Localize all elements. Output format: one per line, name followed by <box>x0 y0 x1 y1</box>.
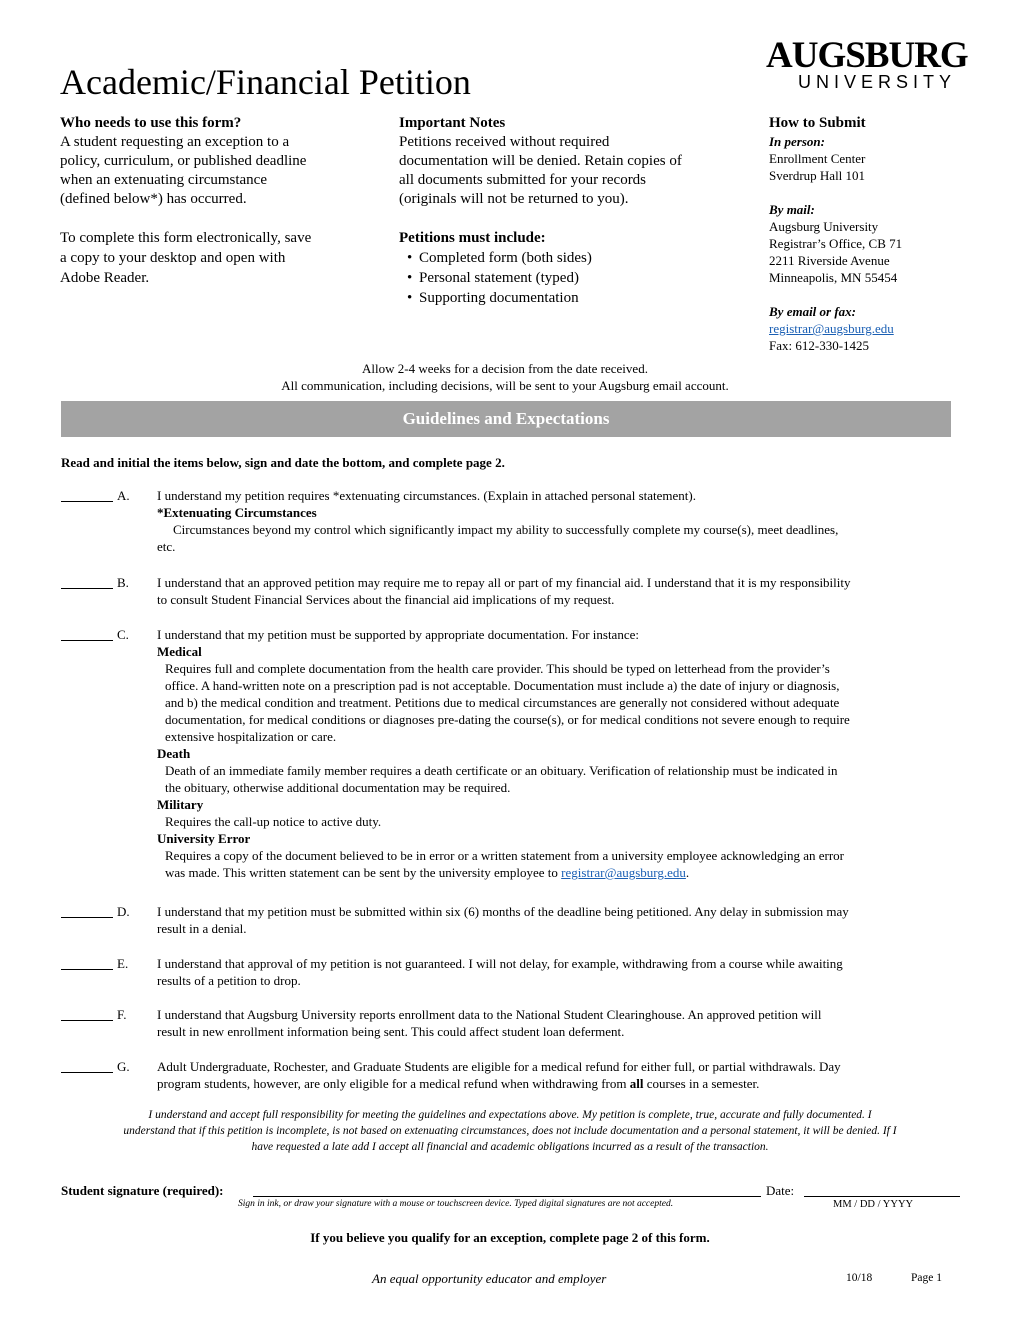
sub-text: Requires full and complete documentation from the health care provider. This should be typed on letterhead from the provider’s <box>165 661 830 676</box>
fax-number: Fax: 612-330-1425 <box>769 338 870 353</box>
sub-heading: Military <box>157 797 204 812</box>
page2-note: If you believe you qualify for an exception, complete page 2 of this form. <box>310 1230 710 1245</box>
include-heading: Petitions must include: <box>399 230 546 246</box>
date-format-hint: MM / DD / YYYY <box>833 1199 914 1210</box>
section-banner: Guidelines and Expectations <box>61 401 951 437</box>
sub-text-part: was made. This written statement can be sent by the university employee to <box>165 865 558 880</box>
submit-heading: How to Submit <box>769 115 866 131</box>
logo-subtitle: UNIVERSITY <box>797 72 956 92</box>
initial-field-a[interactable] <box>61 487 113 502</box>
notes-line: all documents submitted for your records <box>399 172 647 188</box>
in-person-label: In person: <box>769 134 825 149</box>
notes-heading: Important Notes <box>399 115 506 131</box>
item-text <box>157 1075 957 1092</box>
notes-section <box>399 114 739 308</box>
notes-line: (originals will not be returned to you). <box>399 191 629 207</box>
instruction-text: Read and initial the items below, sign and date the bottom, and complete page 2. <box>61 455 505 470</box>
acknowledgement-line: have requested a late add I accept all financial and academic obligations incurred as a result of the transaction. <box>251 1141 769 1153</box>
registrar-email-link[interactable]: registrar@augsburg.edu <box>769 321 894 336</box>
page-number: Page 1 <box>911 1272 942 1284</box>
item-text-part: program students, however, are only eligible for a medical refund when withdrawing from <box>157 1076 630 1091</box>
include-item: • Personal statement (typed) <box>397 268 739 288</box>
sub-text: Requires a copy of the document believed to be in error or a written statement from a university employee acknowledging an error <box>165 848 845 863</box>
signature-hint: Sign in ink, or draw your signature with a mouse or touchscreen device. Typed digital signatures are not accepted. <box>238 1199 674 1209</box>
sub-text-part: . <box>685 865 690 880</box>
who-line: A student requesting an exception to a <box>60 134 290 150</box>
item-text: to consult Student Financial Services about the financial aid implications of my request. <box>157 592 615 607</box>
registrar-email-link[interactable]: registrar@augsburg.edu <box>561 865 686 880</box>
notes-line: documentation will be denied. Retain copies of <box>399 153 682 169</box>
date-label: Date: <box>766 1183 795 1198</box>
include-item: • Completed form (both sides) <box>397 248 739 268</box>
item-letter: G. <box>117 1059 130 1074</box>
mail-line: Minneapolis, MN 55454 <box>769 270 898 285</box>
electronic-line: a copy to your desktop and open with <box>60 250 286 266</box>
item-text: I understand that Augsburg University reports enrollment data to the National Student Clearinghouse. An approved petition will <box>157 1007 822 1022</box>
item-letter: E. <box>117 956 129 971</box>
who-line: when an extenuating circumstance <box>60 172 267 188</box>
signature-field[interactable] <box>253 1182 761 1197</box>
initial-field-f[interactable] <box>61 1006 113 1021</box>
sub-text: documentation, for medical conditions or diagnoses pre-dating the course(s), or for medical conditions not severe enough to require <box>165 712 850 727</box>
who-heading: Who needs to use this form? <box>60 115 242 131</box>
acknowledgement-line: I understand and accept full responsibility for meeting the guidelines and expectations above. My petition is complete, true, accurate and fully documented. I <box>148 1109 872 1121</box>
notes-line: Petitions received without required <box>399 134 610 150</box>
footer-tagline: An equal opportunity educator and employer <box>372 1271 607 1286</box>
submit-section <box>769 114 969 354</box>
mail-label: By mail: <box>769 202 815 217</box>
initial-field-b[interactable] <box>61 574 113 589</box>
item-letter: D. <box>117 904 130 919</box>
sub-text: and b) the medical condition and treatment. Petitions due to medical circumstances are generally not considered without adequate <box>165 695 840 710</box>
item-text: I understand that my petition must be supported by appropriate documentation. For instance: <box>157 627 639 642</box>
acknowledgement-line: understand that if this petition is incomplete, is not based on extenuating circumstances, does not include documentation and a personal statement, it will be denied. If I <box>123 1125 897 1137</box>
sub-text: Requires the call-up notice to active duty. <box>165 814 382 829</box>
mail-line: 2211 Riverside Avenue <box>769 253 890 268</box>
include-item: • Supporting documentation <box>397 288 739 308</box>
item-text: I understand that my petition must be submitted within six (6) months of the deadline being petitioned. Any delay in submission may <box>157 904 849 919</box>
item-letter: A. <box>117 488 130 503</box>
decision-notice <box>0 360 1010 394</box>
who-section <box>60 114 380 288</box>
sub-text: the obituary, otherwise additional documentation may be required. <box>165 780 511 795</box>
email-fax-label: By email or fax: <box>769 304 857 319</box>
page-title: Academic/Financial Petition <box>60 62 471 102</box>
item-text-part: courses in a semester. <box>643 1076 760 1091</box>
form-version: 10/18 <box>846 1272 873 1284</box>
signature-label: Student signature (required): <box>61 1183 224 1198</box>
university-logo <box>766 35 968 92</box>
notice-line: Allow 2-4 weeks for a decision from the date received. <box>362 361 648 376</box>
electronic-line: Adobe Reader. <box>60 270 150 286</box>
item-text-emphasis: all <box>629 1076 644 1091</box>
item-text: result in new enrollment information being sent. This could affect student loan deferment. <box>157 1024 625 1039</box>
acknowledgement-statement <box>50 1107 970 1155</box>
sub-text: extensive hospitalization or care. <box>165 729 337 744</box>
initial-field-c[interactable] <box>61 626 113 641</box>
initial-field-g[interactable] <box>61 1058 113 1073</box>
in-person-line: Enrollment Center <box>769 151 866 166</box>
item-text: I understand that approval of my petition is not guaranteed. I will not delay, for example, withdrawing from a course while awaiting <box>157 956 843 971</box>
sub-text: etc. <box>157 539 176 554</box>
who-line: (defined below*) has occurred. <box>60 191 247 207</box>
sub-text <box>165 864 957 881</box>
notice-line: All communication, including decisions, will be sent to your Augsburg email account. <box>281 378 729 393</box>
item-letter: B. <box>117 575 129 590</box>
include-list <box>397 248 739 308</box>
mail-line: Augsburg University <box>769 219 879 234</box>
sub-heading: Death <box>157 746 191 761</box>
sub-text: Death of an immediate family member requires a death certificate or an obituary. Verification of relationship must be indicated in <box>165 763 838 778</box>
item-letter: C. <box>117 627 129 642</box>
in-person-line: Sverdrup Hall 101 <box>769 168 866 183</box>
sub-heading: Medical <box>157 644 202 659</box>
item-text: Adult Undergraduate, Rochester, and Graduate Students are eligible for a medical refund for either full, or partial withdrawals. Day <box>157 1059 841 1074</box>
sub-heading: *Extenuating Circumstances <box>157 505 317 520</box>
date-field[interactable] <box>804 1182 960 1197</box>
item-text: I understand that an approved petition may require me to repay all or part of my financial aid. I understand that it is my responsibility <box>157 575 851 590</box>
electronic-line: To complete this form electronically, save <box>60 230 312 246</box>
item-text: results of a petition to drop. <box>157 973 301 988</box>
sub-text: office. A hand-written note on a prescription pad is not acceptable. Documentation must include a) the date of injury or diagnosis, <box>165 678 840 693</box>
item-text: result in a denial. <box>157 921 247 936</box>
initial-field-d[interactable] <box>61 903 113 918</box>
initial-field-e[interactable] <box>61 955 113 970</box>
mail-line: Registrar’s Office, CB 71 <box>769 236 903 251</box>
logo-wordmark: AUGSBURG <box>766 35 968 76</box>
sub-heading: University Error <box>157 831 251 846</box>
item-text: I understand my petition requires *extenuating circumstances. (Explain in attached personal statement). <box>157 488 696 503</box>
item-letter: F. <box>117 1007 127 1022</box>
who-line: policy, curriculum, or published deadline <box>60 153 307 169</box>
sub-text: Circumstances beyond my control which significantly impact my ability to successfully complete my course(s), meet deadlines, <box>173 522 839 537</box>
